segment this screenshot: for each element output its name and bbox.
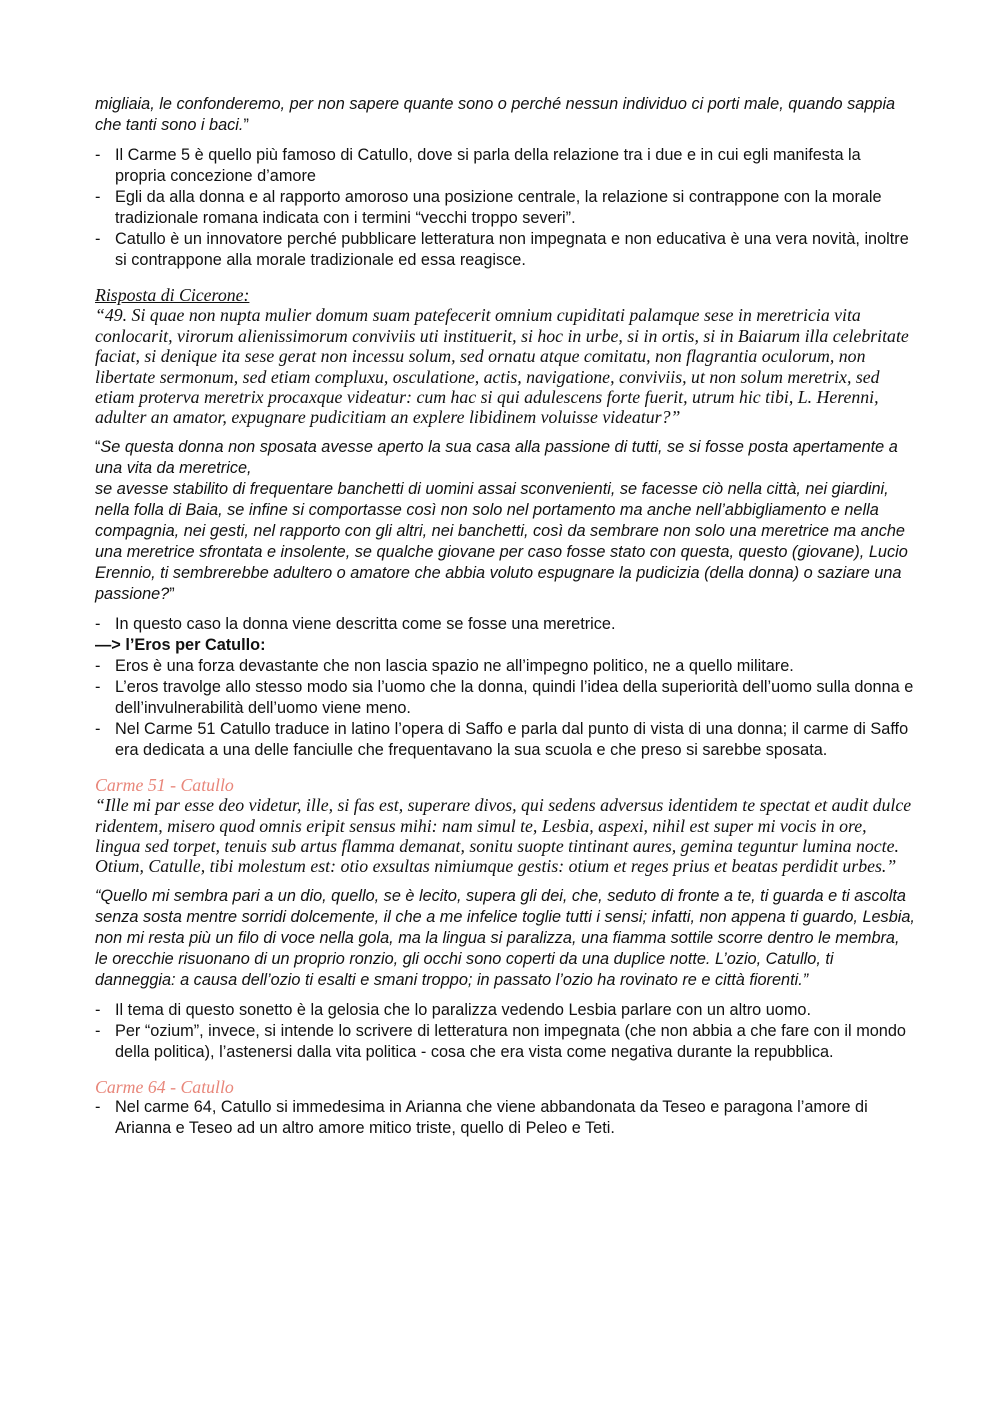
- list-item: - L’eros travolge allo stesso modo sia l’uomo che la donna, quindi l’idea della superiorità dell’uomo sulla donna e dell’invulnerabilità dell’uomo viene meno.: [95, 677, 915, 719]
- intro-quote-end: migliaia, le confonderemo, per non sapere quante sono o perché nessun individuo ci porti male, quando sappia che tanti sono i baci.”: [95, 95, 896, 134]
- list-item: - Eros è una forza devastante che non lascia spazio ne all’impegno politico, ne a quello militare.: [95, 656, 915, 677]
- bullet-list-carme5: [95, 145, 915, 271]
- carme51-translation: “Quello mi sembra pari a un dio, quello, se è lecito, supera gli dei, che, seduto di fronte a te, ti guarda e ti ascolta senza sosta mentre sorridi dolcemente, il che a me infelice toglie tutti i sensi; infatti, non appena ti guardo, Lesbia, non mi resta più un filo di voce nella gola, ma la lingua si paralizza, una fiamma sottile scorre dentro le membra, le orecchie risuonano di un proprio ronzio, gli occhi sono coperti da una duplice notte. L’ozio, Catullo, ti danneggia: a causa dell’ozio ti esalti e smani troppo; in passato l’ozio ha rovinato re e città fiorenti.”: [95, 886, 915, 989]
- cicero-latin-quote: “49. Si quae non nupta mulier domum suam patefecerit omnium cupiditati palamque sese in meretricia vita conlocarit, virorum alienissimorum conviviis uti instituerit, si hoc in urbe, si in ortis, si in Baiarum illa celebritate faciat, si denique ita sese gerat non incessu solum, sed ornatu atque comitatu, non flagrantia oculorum, non libertate sermonum, sed etiam compluxu, osculatione, actis, navigatione, conviviis, ut non solum meretrix, sed etiam proterva meretrix procaxque videatur: cum hac si qui adulescens forte fuerit, utrum hic tibi, L. Herenni, adulter an amator, expugnare pudicitiam an explere libidinem voluisse videatur?”: [95, 305, 909, 428]
- cicero-heading: Risposta di Cicerone:: [95, 285, 250, 305]
- list-item: - Nel carme 64, Catullo si immedesima in Arianna che viene abbandonata da Teseo e paragona l’amore di Arianna e Teseo ad un altro amore mitico triste, quello di Peleo e Teti.: [95, 1097, 915, 1139]
- list-item: - Il tema di questo sonetto è la gelosia che lo paralizza vedendo Lesbia parlare con un altro uomo.: [95, 1000, 915, 1021]
- bullet-list-meretrice: [95, 614, 915, 635]
- bullet-list-carme51: [95, 1000, 915, 1063]
- list-item: - Nel Carme 51 Catullo traduce in latino l’opera di Saffo e parla dal punto di vista di una donna; il carme di Saffo era dedicata a una delle fanciulle che frequentavano la sua scuola e che preso si sarebbe sposata.: [95, 719, 915, 761]
- bullet-list-carme64: [95, 1097, 915, 1139]
- eros-heading: —> l’Eros per Catullo:: [95, 635, 266, 654]
- bullet-list-eros: [95, 656, 915, 761]
- carme51-latin-quote: “Ille mi par esse deo videtur, ille, si fas est, superare divos, qui sedens adversus identidem te spectat et audit dulce ridentem, misero quod omnis eripit sensus mihi: nam simul te, Lesbia, aspexi, nihil est super mi vocis in ore, lingua sed torpet, tenuis sub artus flamma demanat, sonitu suopte tintinant aures, gemina teguntur lumina nocte. Otium, Catulle, tibi molestum est: otio exsultas nimiumque gestis: otium et reges prius et beatas perdidit urbes.”: [95, 795, 912, 877]
- list-item: - Il Carme 5 è quello più famoso di Catullo, dove si parla della relazione tra i due e in cui egli manifesta la propria concezione d’amore: [95, 145, 915, 187]
- list-item: - Catullo è un innovatore perché pubblicare letteratura non impegnata e non educativa è una vera novità, inoltre si contrappone alla morale tradizionale ed essa reagisce.: [95, 229, 915, 271]
- list-item: - Egli da alla donna e al rapporto amoroso una posizione centrale, la relazione si contrappone con la morale tradizionale romana indicata con i termini “vecchi troppo severi”.: [95, 187, 915, 229]
- carme64-heading: Carme 64 - Catullo: [95, 1076, 234, 1097]
- list-item: - Per “ozium”, invece, si intende lo scrivere di letteratura non impegnata (che non abbia a che fare con il mondo della politica), l’astenersi dalla vita politica - cosa che era vista come negativa durante la repubblica.: [95, 1021, 915, 1063]
- list-item: - In questo caso la donna viene descritta come se fosse una meretrice.: [95, 614, 915, 635]
- page-content: [95, 94, 915, 1139]
- cicero-translation: “Se questa donna non sposata avesse aperto la sua casa alla passione di tutti, se si fosse posta apertamente a una vita da meretrice, se avesse stabilito di frequentare banchetti di uomini assai sconvenienti, se facesse ciò nella città, nei giardini, nella folla di Baia, se infine si comportasse così non solo nel portamento ma anche nell’abbigliamento e nella compagnia, nei gesti, nel rapporto con gli altri, nei banchetti, così da sembrare non solo una meretrice ma anche una meretrice sfrontata e insolente, se qualche giovane per caso fosse stato con questa, questo (giovane), Lucio Erennio, ti sembrerebbe adultero o amatore che abbia voluto espugnare la pudicizia (della donna) o saziare una passione?”: [95, 437, 908, 603]
- carme51-heading: Carme 51 - Catullo: [95, 774, 234, 795]
